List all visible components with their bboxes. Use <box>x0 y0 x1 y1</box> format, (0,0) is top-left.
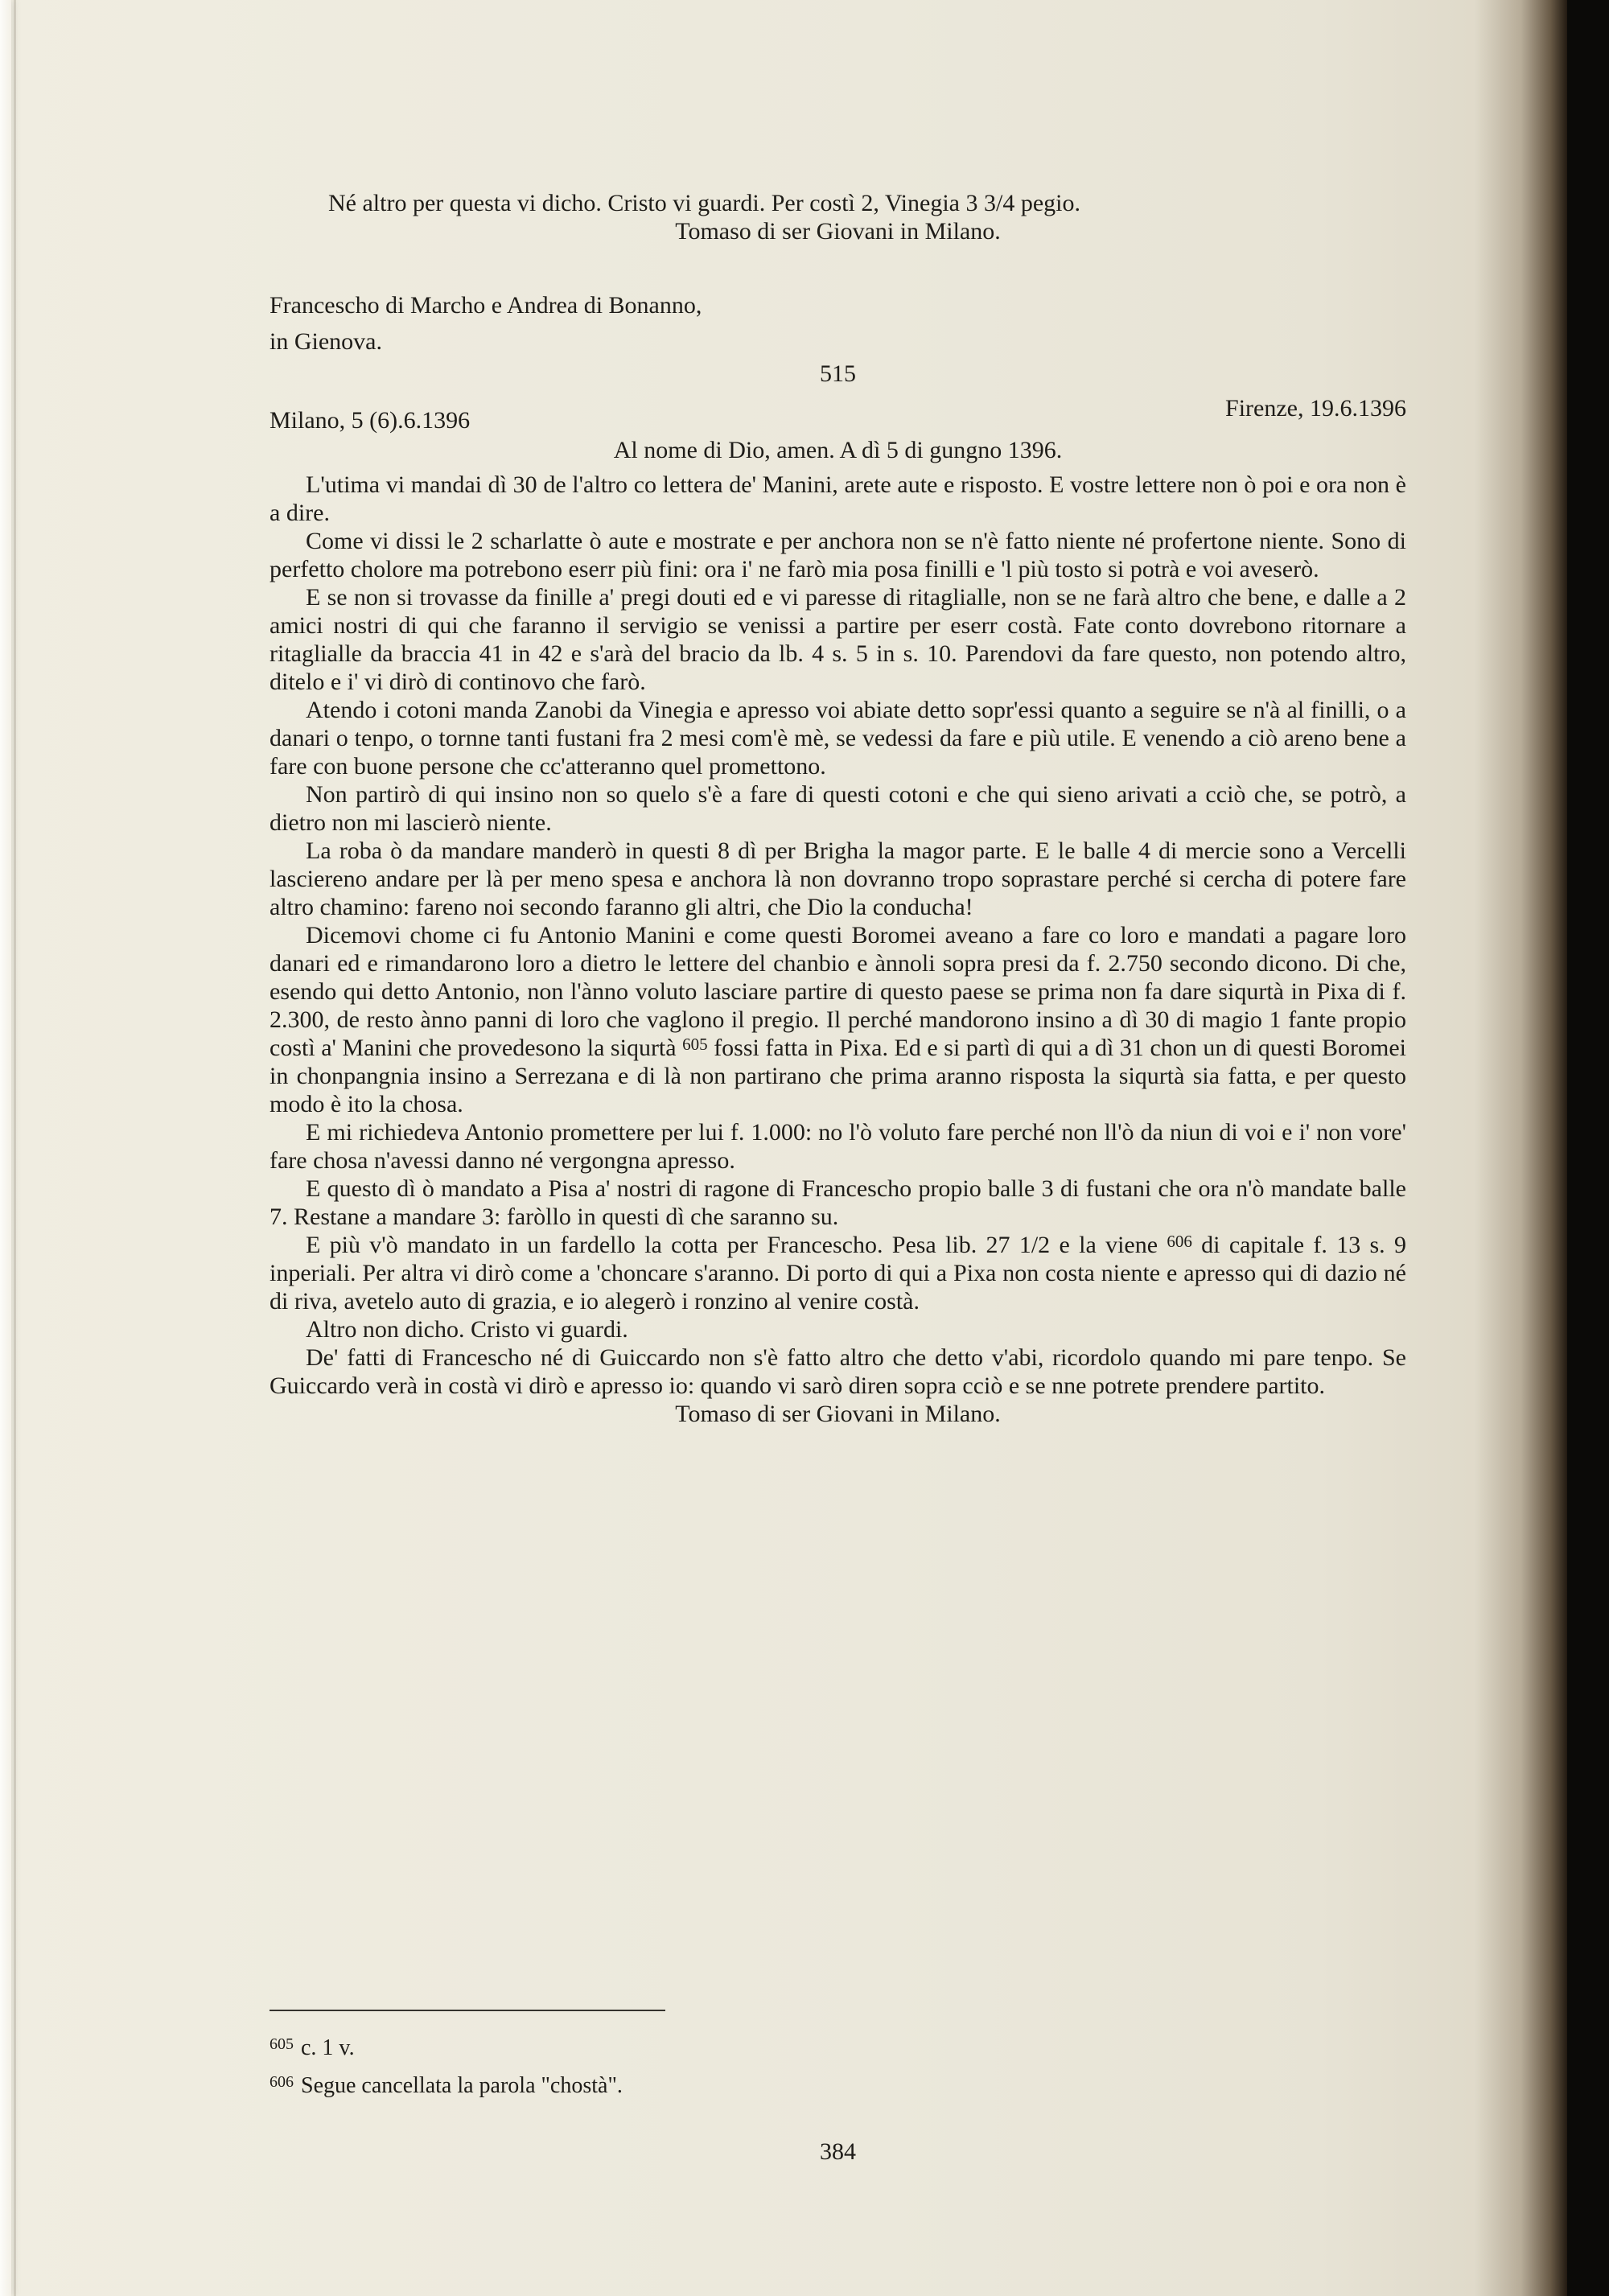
place-date-destination: Firenze, 19.6.1396 <box>1225 395 1406 422</box>
paragraph: Altro non dicho. Cristo vi guardi. <box>306 1316 628 1343</box>
paragraph: E se non si trovasse da finille a' pregi douti ed e vi paresse di ritaglialle, non se ne farà altro che bene, e dalle a 2 amici nostri di qui che faranno il servigio se venissi a partire per eserr costà. Fate conto dovrebono ritornare a ritaglialle da braccia 41 in 42 e s'arà del bracio da lb. 4 s. 5 in s. 10. Parendovi da fare questo, non potendo altro, ditelo e i' vi dirò di continovo che farò. <box>270 584 1406 695</box>
page-number: 384 <box>820 2138 856 2165</box>
footnote-marker: 605 <box>682 1035 708 1054</box>
paragraph: E più v'ò mandato in un fardello la cotta per Francescho. Pesa lib. 27 1/2 e la viene $^{606}$ di capitale f. 13 s. 9 inperiali. Per altra vi dirò come a 'choncare s'aranno. Di porto di qui a Pixa non costa niente e apresso qui di dazio né di riva, avetelo auto di grazia, e io alegerò i ronzino al venire costà. <box>270 1232 1406 1315</box>
salutation: Al nome di Dio, amen. A dì 5 di gungno 1396. <box>613 437 1063 463</box>
footnote-list <box>270 2029 1406 2105</box>
letter-content <box>270 189 1406 1428</box>
paragraph: E questo dì ò mandato a Pisa a' nostri di ragone di Francescho propio balle 3 di fustani che ora n'ò mandate balle 7. Restane a mandare 3: faròllo in questi dì che saranno su. <box>270 1175 1406 1230</box>
footnote-rule <box>270 2010 665 2011</box>
footnote-number: 605 <box>270 2035 294 2053</box>
letter-number: 515 <box>820 360 856 387</box>
place-date-origin: Milano, 5 (6).6.1396 <box>270 407 471 434</box>
paragraph: La roba ò da mandare manderò in questi 8 dì per Brigha la magor parte. E le balle 4 di mercie sono a Vercelli lasciereno andare per là per meno spesa e anchora là non dovranno tropo soprastare perché si cercha di potere fare altro chamino: fareno noi secondo faranno gli altri, che Dio la conducha! <box>270 837 1406 920</box>
page-left-crease <box>14 0 16 2296</box>
letter-body <box>270 471 1406 1400</box>
paragraph: De' fatti di Francescho né di Guiccardo non s'è fatto altro che detto v'abi, ricordolo quando mi pare tenpo. Se Guiccardo verà in costà vi dirò e apresso io: quando vi sarò diren sopra cciò e se nne potrete prendere partito. <box>270 1344 1406 1399</box>
footnote-marker: 606 <box>1167 1232 1192 1251</box>
paragraph: L'utima vi mandai dì 30 de l'altro co lettera de' Manini, arete aute e risposto. E vostre lettere non ò poi e ora non è a dire. <box>270 471 1406 526</box>
sender-signature-top: Tomaso di ser Giovani in Milano. <box>675 218 1001 245</box>
paragraph: Atendo i cotoni manda Zanobi da Vinegia e apresso voi abiate detto sopr'essi quanto a seguire se n'à al finilli, o a danari o tenpo, o tornne tanti fustani fra 2 mesi com'è mè, se vedessi da fare e più utile. E venendo a ciò areno bene a fare con buone persone che cc'atteranno quel promettono. <box>270 697 1406 780</box>
paragraph: Come vi dissi le 2 scharlatte ò aute e mostrate e per anchora non se n'è fatto niente né profertone niente. Sono di perfetto cholore ma potrebono eserr più fini: ora i' ne farò mia posa finilli e 'l più tosto si potrà e voi aveserò. <box>270 528 1406 582</box>
paragraph: Dicemovi chome ci fu Antonio Manini e come questi Boromei aveano a fare co loro e mandati a pagare loro danari ed e rimandarono loro a dietro le lettere del chanbio e ànnoli sopra presi da f. 2.750 secondo dicono. Di che, esendo qui detto Antonio, non l'ànno voluto lasciare partire di questo paese se prima non fa dare siqurtà in Pixa di f. 2.300, de resto ànno panni di loro che vaglono il pregio. Il perché mandorono insino a dì 30 di magio 1 fante propio costì a' Manini che provedesono la siqurtà $^{605}$ fossi fatta in Pixa. Ed e si partì di qui a dì 31 chon un di questi Boromei in chonpangnia insino a Serrezana e di là non partirano che prima aranno risposta la siqurtà sia fatta, e per questo modo è ito la chosa. <box>270 922 1406 1117</box>
book-edge <box>1567 0 1609 2296</box>
footnote-number: 606 <box>270 2073 294 2091</box>
footnote: $^{605}$ c. 1 v. <box>270 2035 355 2060</box>
recipient-line-2: in Gienova. <box>270 328 382 355</box>
previous-letter-closing: Né altro per questa vi dicho. Cristo vi guardi. Per costì 2, Vinegia 3 3/4 pegio. <box>328 190 1080 216</box>
footnotes <box>270 2010 1406 2105</box>
recipient-line-1: Francescho di Marcho e Andrea di Bonanno, <box>270 292 702 319</box>
paragraph: Non partirò di qui insino non so quelo s'è a fare di questi cotoni e che qui sieno arivati a cciò che, se potrò, a dietro non mi lascierò niente. <box>270 781 1406 836</box>
closing-signature: Tomaso di ser Giovani in Milano. <box>675 1401 1001 1427</box>
page-left-edge <box>0 0 11 2296</box>
footnote: $^{606}$ Segue cancellata la parola "chostà". <box>270 2073 623 2098</box>
recipient-address <box>270 287 1406 360</box>
date-row <box>270 394 1406 436</box>
paragraph: E mi richiedeva Antonio promettere per lui f. 1.000: no l'ò voluto fare perché non ll'ò da niun di voi e i' non vore' fare chosa n'avessi danno né vergongna apresso. <box>270 1119 1406 1174</box>
binding-shadow <box>1475 0 1567 2296</box>
